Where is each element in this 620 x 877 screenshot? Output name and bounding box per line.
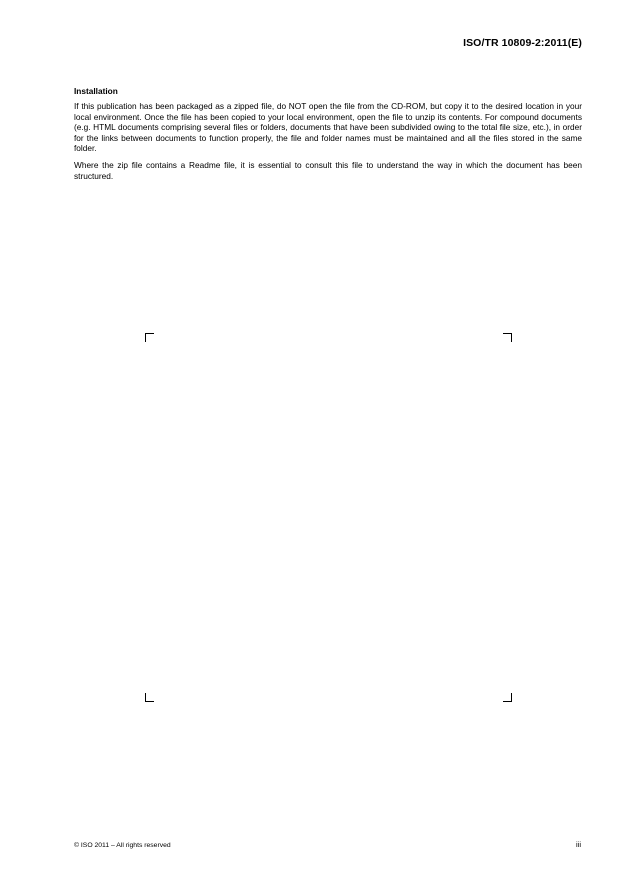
installation-section bbox=[74, 86, 582, 187]
section-heading: Installation bbox=[74, 86, 118, 96]
footer-copyright: © ISO 2011 – All rights reserved bbox=[74, 842, 171, 849]
crop-mark-top-right bbox=[503, 333, 512, 342]
crop-mark-bottom-left bbox=[145, 693, 154, 702]
installation-paragraph-2: Where the zip file contains a Readme file, it is essential to consult this file to understand the way in which the document has been structured. bbox=[74, 159, 582, 181]
document-identifier: ISO/TR 10809-2:2011(E) bbox=[463, 37, 582, 49]
crop-mark-bottom-right bbox=[503, 693, 512, 702]
crop-mark-top-left bbox=[145, 333, 154, 342]
page-number: iii bbox=[576, 840, 581, 849]
installation-paragraph-1: If this publication has been packaged as a zipped file, do NOT open the file from the CD-ROM, but copy it to the desired location in your local environment. Once the file has been copied to your local environment, open the file to unzip its contents. For compound documents (e.g. HTML documents comprising several files or folders, documents that have been subdivided owing to the total file size, etc.), in order for the links between documents to function properly, the file and folder names must be maintained and all the files stored in the same folder. bbox=[74, 101, 582, 154]
